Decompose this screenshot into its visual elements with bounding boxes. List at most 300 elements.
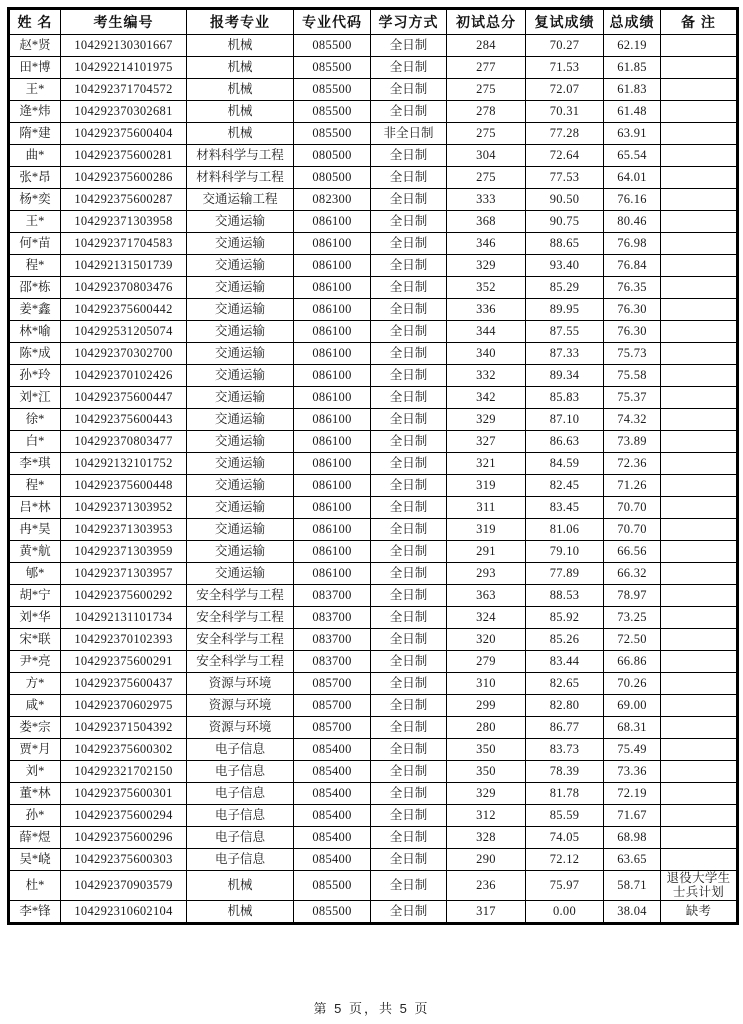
study-mode-cell: 全日制 (371, 629, 447, 651)
candidate-id-cell: 104292370803477 (61, 431, 187, 453)
total-score-cell: 38.04 (604, 900, 661, 923)
table-row (9, 563, 738, 585)
candidate-id-cell: 104292131501739 (61, 255, 187, 277)
total-score-cell: 80.46 (604, 211, 661, 233)
major-cell: 机械 (187, 35, 294, 57)
total-score-cell: 72.50 (604, 629, 661, 651)
total-score-cell: 66.56 (604, 541, 661, 563)
remark-cell (661, 57, 738, 79)
table-row (9, 145, 738, 167)
major-cell: 交通运输 (187, 387, 294, 409)
candidate-id-cell: 104292370803476 (61, 277, 187, 299)
major-cell: 安全科学与工程 (187, 651, 294, 673)
major-cell: 电子信息 (187, 739, 294, 761)
retest-score-cell: 85.29 (526, 277, 604, 299)
table-row (9, 233, 738, 255)
initial-score-cell: 350 (447, 761, 526, 783)
table-row (9, 673, 738, 695)
study-mode-cell: 全日制 (371, 871, 447, 901)
retest-score-cell: 86.63 (526, 431, 604, 453)
total-score-cell: 69.00 (604, 695, 661, 717)
retest-score-cell: 87.10 (526, 409, 604, 431)
major-code-cell: 085500 (294, 123, 371, 145)
remark-cell (661, 475, 738, 497)
remark-cell (661, 277, 738, 299)
major-cell: 电子信息 (187, 783, 294, 805)
candidate-id-cell: 104292531205074 (61, 321, 187, 343)
initial-score-cell: 279 (447, 651, 526, 673)
study-mode-cell: 全日制 (371, 673, 447, 695)
initial-score-cell: 329 (447, 255, 526, 277)
retest-score-cell: 88.53 (526, 585, 604, 607)
initial-score-cell: 277 (447, 57, 526, 79)
major-code-cell: 085400 (294, 849, 371, 871)
name-cell: 杜* (9, 871, 61, 901)
table-row (9, 211, 738, 233)
major-cell: 交通运输 (187, 519, 294, 541)
study-mode-cell: 全日制 (371, 57, 447, 79)
table-row (9, 255, 738, 277)
initial-score-cell: 236 (447, 871, 526, 901)
major-code-cell: 085700 (294, 717, 371, 739)
total-score-cell: 68.98 (604, 827, 661, 849)
candidate-id-cell: 104292375600291 (61, 651, 187, 673)
retest-score-cell: 82.45 (526, 475, 604, 497)
name-cell: 宋*联 (9, 629, 61, 651)
total-score-cell: 64.01 (604, 167, 661, 189)
table-row (9, 651, 738, 673)
major-code-cell: 080500 (294, 145, 371, 167)
candidate-id-cell: 104292375600302 (61, 739, 187, 761)
table-row (9, 277, 738, 299)
study-mode-cell: 全日制 (371, 145, 447, 167)
major-code-cell: 086100 (294, 519, 371, 541)
retest-score-cell: 86.77 (526, 717, 604, 739)
name-cell: 贾*月 (9, 739, 61, 761)
candidate-id-cell: 104292370102393 (61, 629, 187, 651)
table-row (9, 783, 738, 805)
candidate-id-cell: 104292375600404 (61, 123, 187, 145)
study-mode-cell: 全日制 (371, 783, 447, 805)
name-cell: 王* (9, 211, 61, 233)
column-header: 备 注 (661, 9, 738, 35)
remark-cell (661, 79, 738, 101)
initial-score-cell: 368 (447, 211, 526, 233)
remark-cell (661, 365, 738, 387)
remark-cell (661, 145, 738, 167)
initial-score-cell: 291 (447, 541, 526, 563)
study-mode-cell: 全日制 (371, 365, 447, 387)
remark-cell (661, 321, 738, 343)
name-cell: 娄*宗 (9, 717, 61, 739)
initial-score-cell: 336 (447, 299, 526, 321)
name-cell: 程* (9, 475, 61, 497)
total-score-cell: 72.19 (604, 783, 661, 805)
remark-cell (661, 453, 738, 475)
candidate-id-cell: 104292371504392 (61, 717, 187, 739)
major-cell: 交通运输 (187, 299, 294, 321)
name-cell: 孙* (9, 805, 61, 827)
name-cell: 王* (9, 79, 61, 101)
total-score-cell: 72.36 (604, 453, 661, 475)
study-mode-cell: 全日制 (371, 827, 447, 849)
retest-score-cell: 87.33 (526, 343, 604, 365)
total-score-cell: 61.48 (604, 101, 661, 123)
remark-cell (661, 739, 738, 761)
initial-score-cell: 350 (447, 739, 526, 761)
remark-cell (661, 211, 738, 233)
major-code-cell: 086100 (294, 233, 371, 255)
candidate-id-cell: 104292131101734 (61, 607, 187, 629)
total-score-cell: 75.58 (604, 365, 661, 387)
name-cell: 刘* (9, 761, 61, 783)
retest-score-cell: 88.65 (526, 233, 604, 255)
major-cell: 资源与环境 (187, 717, 294, 739)
study-mode-cell: 全日制 (371, 717, 447, 739)
study-mode-cell: 全日制 (371, 277, 447, 299)
major-code-cell: 083700 (294, 607, 371, 629)
major-cell: 交通运输 (187, 321, 294, 343)
initial-score-cell: 328 (447, 827, 526, 849)
column-header: 复试成绩 (526, 9, 604, 35)
major-cell: 交通运输 (187, 541, 294, 563)
initial-score-cell: 275 (447, 79, 526, 101)
initial-score-cell: 342 (447, 387, 526, 409)
initial-score-cell: 280 (447, 717, 526, 739)
name-cell: 吴*峣 (9, 849, 61, 871)
initial-score-cell: 275 (447, 167, 526, 189)
table-row (9, 35, 738, 57)
study-mode-cell: 全日制 (371, 497, 447, 519)
total-score-cell: 76.16 (604, 189, 661, 211)
retest-score-cell: 70.27 (526, 35, 604, 57)
name-cell: 林*喻 (9, 321, 61, 343)
major-cell: 交通运输 (187, 409, 294, 431)
major-code-cell: 085500 (294, 871, 371, 901)
initial-score-cell: 310 (447, 673, 526, 695)
major-code-cell: 086100 (294, 211, 371, 233)
initial-score-cell: 311 (447, 497, 526, 519)
name-cell: 刘*华 (9, 607, 61, 629)
candidate-id-cell: 104292375600447 (61, 387, 187, 409)
total-score-cell: 63.91 (604, 123, 661, 145)
remark-cell (661, 167, 738, 189)
major-code-cell: 085400 (294, 761, 371, 783)
table-row (9, 717, 738, 739)
major-cell: 交通运输 (187, 343, 294, 365)
table-row (9, 695, 738, 717)
retest-score-cell: 85.59 (526, 805, 604, 827)
major-cell: 材料科学与工程 (187, 167, 294, 189)
major-code-cell: 080500 (294, 167, 371, 189)
major-code-cell: 085500 (294, 900, 371, 923)
candidate-id-cell: 104292371303959 (61, 541, 187, 563)
total-score-cell: 76.98 (604, 233, 661, 255)
table-row (9, 365, 738, 387)
candidate-id-cell: 104292375600448 (61, 475, 187, 497)
major-code-cell: 086100 (294, 541, 371, 563)
candidate-id-cell: 104292371303957 (61, 563, 187, 585)
column-header: 学习方式 (371, 9, 447, 35)
total-score-cell: 65.54 (604, 145, 661, 167)
major-cell: 电子信息 (187, 805, 294, 827)
remark-cell (661, 849, 738, 871)
remark-cell (661, 541, 738, 563)
name-cell: 邵*栋 (9, 277, 61, 299)
retest-score-cell: 90.75 (526, 211, 604, 233)
major-cell: 资源与环境 (187, 673, 294, 695)
retest-score-cell: 83.44 (526, 651, 604, 673)
major-cell: 交通运输工程 (187, 189, 294, 211)
name-cell: 董*林 (9, 783, 61, 805)
name-cell: 胡*宁 (9, 585, 61, 607)
table-header (9, 9, 738, 35)
major-code-cell: 086100 (294, 431, 371, 453)
study-mode-cell: 全日制 (371, 761, 447, 783)
study-mode-cell: 全日制 (371, 101, 447, 123)
table-row (9, 519, 738, 541)
total-score-cell: 71.67 (604, 805, 661, 827)
major-code-cell: 086100 (294, 453, 371, 475)
retest-score-cell: 79.10 (526, 541, 604, 563)
major-code-cell: 085500 (294, 35, 371, 57)
name-cell: 程* (9, 255, 61, 277)
remark-cell (661, 607, 738, 629)
table-row (9, 123, 738, 145)
table-row (9, 475, 738, 497)
remark-cell (661, 299, 738, 321)
retest-score-cell: 77.53 (526, 167, 604, 189)
major-code-cell: 086100 (294, 255, 371, 277)
page-number-footer: 第 5 页，共 5 页 (313, 1001, 430, 1016)
retest-score-cell: 83.73 (526, 739, 604, 761)
major-cell: 安全科学与工程 (187, 585, 294, 607)
initial-score-cell: 327 (447, 431, 526, 453)
remark-cell (661, 651, 738, 673)
candidate-id-cell: 104292375600287 (61, 189, 187, 211)
total-score-cell: 61.85 (604, 57, 661, 79)
retest-score-cell: 78.39 (526, 761, 604, 783)
retest-score-cell: 89.34 (526, 365, 604, 387)
table-row (9, 409, 738, 431)
total-score-cell: 76.30 (604, 321, 661, 343)
total-score-cell: 73.36 (604, 761, 661, 783)
major-code-cell: 086100 (294, 409, 371, 431)
name-cell: 陈*成 (9, 343, 61, 365)
remark-cell (661, 431, 738, 453)
table-row (9, 607, 738, 629)
major-cell: 机械 (187, 101, 294, 123)
name-cell: 黄*航 (9, 541, 61, 563)
retest-score-cell: 72.12 (526, 849, 604, 871)
name-cell: 白* (9, 431, 61, 453)
candidate-id-cell: 104292371704572 (61, 79, 187, 101)
major-code-cell: 085500 (294, 57, 371, 79)
remark-cell (661, 101, 738, 123)
remark-cell (661, 783, 738, 805)
major-cell: 交通运输 (187, 277, 294, 299)
candidate-id-cell: 104292375600292 (61, 585, 187, 607)
column-header: 初试总分 (447, 9, 526, 35)
initial-score-cell: 329 (447, 409, 526, 431)
initial-score-cell: 333 (447, 189, 526, 211)
retest-score-cell: 82.65 (526, 673, 604, 695)
remark-cell (661, 805, 738, 827)
retest-score-cell: 72.64 (526, 145, 604, 167)
major-cell: 交通运输 (187, 475, 294, 497)
initial-score-cell: 293 (447, 563, 526, 585)
table-row (9, 167, 738, 189)
table-row (9, 189, 738, 211)
total-score-cell: 71.26 (604, 475, 661, 497)
initial-score-cell: 319 (447, 519, 526, 541)
initial-score-cell: 329 (447, 783, 526, 805)
major-cell: 交通运输 (187, 563, 294, 585)
total-score-cell: 66.86 (604, 651, 661, 673)
candidate-id-cell: 104292375600301 (61, 783, 187, 805)
major-code-cell: 085400 (294, 739, 371, 761)
total-score-cell: 75.73 (604, 343, 661, 365)
major-code-cell: 085700 (294, 695, 371, 717)
major-cell: 资源与环境 (187, 695, 294, 717)
major-code-cell: 083700 (294, 629, 371, 651)
study-mode-cell: 全日制 (371, 695, 447, 717)
total-score-cell: 73.89 (604, 431, 661, 453)
candidate-id-cell: 104292375600294 (61, 805, 187, 827)
name-cell: 薛*煜 (9, 827, 61, 849)
study-mode-cell: 全日制 (371, 189, 447, 211)
table-row (9, 79, 738, 101)
table-row (9, 761, 738, 783)
table-row (9, 299, 738, 321)
candidate-id-cell: 104292375600286 (61, 167, 187, 189)
candidate-id-cell: 104292132101752 (61, 453, 187, 475)
initial-score-cell: 324 (447, 607, 526, 629)
table-row (9, 497, 738, 519)
remark-cell (661, 343, 738, 365)
total-score-cell: 62.19 (604, 35, 661, 57)
retest-score-cell: 77.28 (526, 123, 604, 145)
major-code-cell: 086100 (294, 387, 371, 409)
remark-cell (661, 563, 738, 585)
major-cell: 电子信息 (187, 849, 294, 871)
table-row (9, 900, 738, 923)
name-cell: 冉*昊 (9, 519, 61, 541)
study-mode-cell: 全日制 (371, 233, 447, 255)
table-row (9, 431, 738, 453)
major-code-cell: 086100 (294, 321, 371, 343)
major-code-cell: 085400 (294, 805, 371, 827)
name-cell: 逄*炜 (9, 101, 61, 123)
retest-score-cell: 85.83 (526, 387, 604, 409)
study-mode-cell: 全日制 (371, 475, 447, 497)
major-code-cell: 083700 (294, 651, 371, 673)
retest-score-cell: 81.78 (526, 783, 604, 805)
candidate-id-cell: 104292375600303 (61, 849, 187, 871)
study-mode-cell: 全日制 (371, 409, 447, 431)
column-header: 报考专业 (187, 9, 294, 35)
retest-score-cell: 74.05 (526, 827, 604, 849)
name-cell: 咸* (9, 695, 61, 717)
major-code-cell: 082300 (294, 189, 371, 211)
retest-score-cell: 82.80 (526, 695, 604, 717)
retest-score-cell: 75.97 (526, 871, 604, 901)
major-cell: 材料科学与工程 (187, 145, 294, 167)
total-score-cell: 75.37 (604, 387, 661, 409)
remark-cell (661, 629, 738, 651)
study-mode-cell: 全日制 (371, 519, 447, 541)
retest-score-cell: 81.06 (526, 519, 604, 541)
table-row (9, 387, 738, 409)
name-cell: 刘*江 (9, 387, 61, 409)
candidate-id-cell: 104292375600437 (61, 673, 187, 695)
major-cell: 安全科学与工程 (187, 607, 294, 629)
remark-cell (661, 409, 738, 431)
total-score-cell: 76.35 (604, 277, 661, 299)
study-mode-cell: 全日制 (371, 900, 447, 923)
candidate-id-cell: 104292214101975 (61, 57, 187, 79)
remark-cell: 缺考 (661, 900, 738, 923)
major-code-cell: 086100 (294, 343, 371, 365)
candidate-id-cell: 104292371303953 (61, 519, 187, 541)
initial-score-cell: 290 (447, 849, 526, 871)
major-cell: 交通运输 (187, 365, 294, 387)
candidate-id-cell: 104292370602975 (61, 695, 187, 717)
major-code-cell: 083700 (294, 585, 371, 607)
retest-score-cell: 0.00 (526, 900, 604, 923)
retest-score-cell: 71.53 (526, 57, 604, 79)
major-cell: 交通运输 (187, 453, 294, 475)
initial-score-cell: 275 (447, 123, 526, 145)
candidate-id-cell: 104292371303958 (61, 211, 187, 233)
study-mode-cell: 全日制 (371, 343, 447, 365)
major-cell: 机械 (187, 79, 294, 101)
total-score-cell: 78.97 (604, 585, 661, 607)
name-cell: 曲* (9, 145, 61, 167)
candidate-id-cell: 104292310602104 (61, 900, 187, 923)
study-mode-cell: 全日制 (371, 387, 447, 409)
total-score-cell: 70.26 (604, 673, 661, 695)
name-cell: 李*琪 (9, 453, 61, 475)
admission-results-table-wrap (7, 7, 736, 925)
retest-score-cell: 77.89 (526, 563, 604, 585)
major-code-cell: 085500 (294, 79, 371, 101)
name-cell: 孙*玲 (9, 365, 61, 387)
study-mode-cell: 全日制 (371, 321, 447, 343)
major-code-cell: 086100 (294, 475, 371, 497)
initial-score-cell: 312 (447, 805, 526, 827)
retest-score-cell: 85.26 (526, 629, 604, 651)
remark-cell (661, 717, 738, 739)
total-score-cell: 76.84 (604, 255, 661, 277)
column-header: 姓 名 (9, 9, 61, 35)
retest-score-cell: 83.45 (526, 497, 604, 519)
total-score-cell: 63.65 (604, 849, 661, 871)
study-mode-cell: 全日制 (371, 607, 447, 629)
major-cell: 电子信息 (187, 827, 294, 849)
major-code-cell: 085700 (294, 673, 371, 695)
major-code-cell: 086100 (294, 563, 371, 585)
major-cell: 电子信息 (187, 761, 294, 783)
remark-cell (661, 233, 738, 255)
major-cell: 交通运输 (187, 233, 294, 255)
retest-score-cell: 93.40 (526, 255, 604, 277)
remark-cell (661, 35, 738, 57)
major-cell: 交通运输 (187, 431, 294, 453)
study-mode-cell: 全日制 (371, 211, 447, 233)
remark-cell (661, 255, 738, 277)
name-cell: 赵*贤 (9, 35, 61, 57)
